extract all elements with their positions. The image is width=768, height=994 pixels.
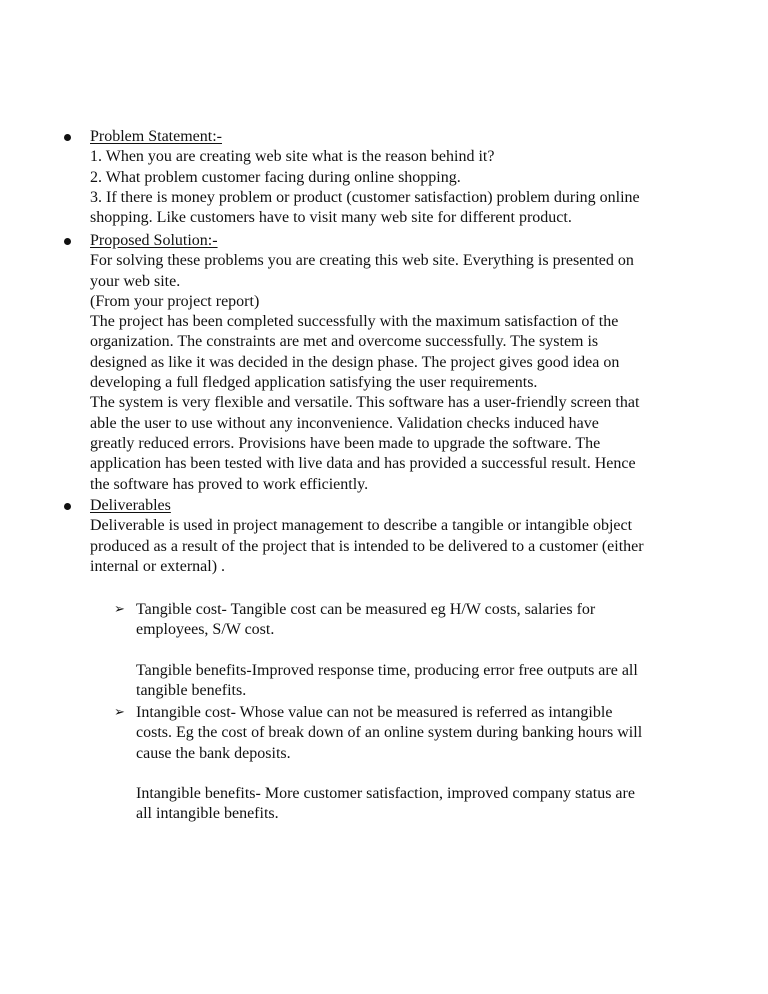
solution-line: the software has proved to work efficiently. (90, 475, 369, 493)
spacer (136, 764, 706, 784)
intangible-item (114, 703, 706, 825)
solution-line: organization. The constraints are met and overcome successfully. The system is (90, 333, 599, 351)
intangible-cost-line: cause the bank deposits. (136, 744, 291, 762)
deliverables-section (90, 496, 705, 577)
solution-line: designed as like it was decided in the design phase. The project gives good idea on (90, 353, 620, 371)
bullet-icon (64, 238, 71, 245)
solution-line: The project has been completed successfully with the maximum satisfaction of the (90, 313, 619, 331)
tangible-benefit-line: tangible benefits. (136, 682, 247, 700)
tangible-benefit-line: Tangible benefits-Improved response time, producing error free outputs are all (136, 661, 638, 679)
arrow-bullet-icon: ➢ (114, 705, 125, 720)
tangible-cost-line: Tangible cost- Tangible cost can be measured eg H/W costs, salaries for (136, 601, 596, 618)
problem-line: 2. What problem customer facing during online shopping. (90, 168, 461, 186)
solution-line: able the user to use without any inconvenience. Validation checks induced have (90, 414, 599, 432)
solution-line: The system is very flexible and versatile. This software has a user-friendly screen that (90, 394, 640, 412)
proposed-solution-section (90, 231, 705, 495)
bullet-icon (64, 134, 71, 141)
intangible-cost-line: Intangible cost- Whose value can not be measured is referred as intangible (136, 704, 613, 721)
solution-line: For solving these problems you are creating this web site. Everything is presented on (90, 252, 634, 270)
solution-line: your web site. (90, 272, 181, 290)
deliverables-line: internal or external) . (90, 557, 226, 575)
intangible-cost-line: costs. Eg the cost of break down of an online system during banking hours will (136, 724, 643, 742)
spacer (136, 641, 706, 661)
solution-line: (From your project report) (90, 292, 260, 310)
problem-line: shopping. Like customers have to visit many web site for different product. (90, 209, 572, 227)
problem-statement-heading: Problem Statement:- (90, 128, 222, 145)
intangible-benefit-line: all intangible benefits. (136, 805, 279, 823)
tangible-cost-line: employees, S/W cost. (136, 621, 275, 639)
problem-line: 1. When you are creating web site what is the reason behind it? (90, 148, 495, 166)
tangible-item (114, 600, 706, 701)
proposed-solution-heading: Proposed Solution:- (90, 232, 218, 249)
problem-statement-section (90, 127, 705, 228)
solution-line: developing a full fledged application satisfying the user requirements. (90, 374, 538, 392)
bullet-icon (64, 503, 71, 510)
solution-line: application has been tested with live data and has provided a successful result. Hence (90, 455, 636, 473)
deliverables-line: produced as a result of the project that is intended to be delivered to a customer (either (90, 537, 644, 555)
deliverables-line: Deliverable is used in project management to describe a tangible or intangible object (90, 517, 633, 535)
deliverables-heading: Deliverables (90, 497, 171, 514)
intangible-benefit-line: Intangible benefits- More customer satisfaction, improved company status are (136, 785, 635, 803)
solution-line: greatly reduced errors. Provisions have been made to upgrade the software. The (90, 434, 601, 452)
arrow-bullet-icon: ➢ (114, 602, 125, 617)
problem-line: 3. If there is money problem or product (customer satisfaction) problem during online (90, 188, 640, 206)
